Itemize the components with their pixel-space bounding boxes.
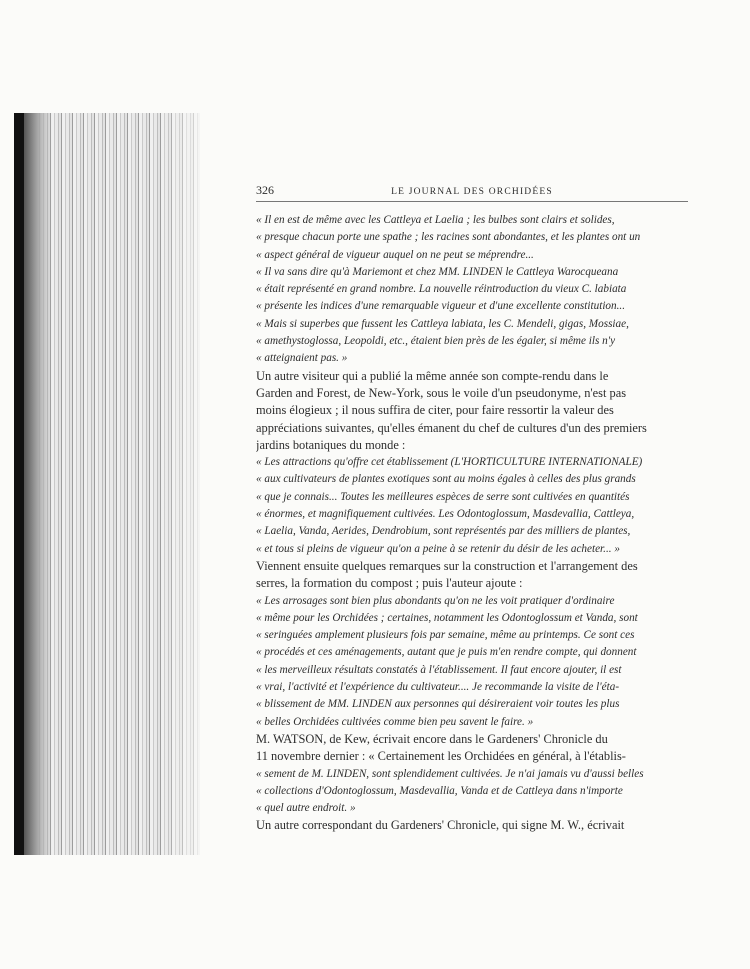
binding-gradient bbox=[24, 113, 52, 855]
text-line: « sement de M. LINDEN, sont splendidement cultivées. Je n'ai jamais vu d'aussi belles bbox=[256, 767, 644, 780]
text-line: « présente les indices d'une remarquable vigueur et d'une excellente constitution... bbox=[256, 300, 626, 313]
binding-shadow-edge bbox=[14, 113, 24, 855]
text-line: « quel autre endroit. » bbox=[256, 802, 356, 815]
text-line: M. WATSON, de Kew, écrivait encore dans le Gardeners' Chronicle du bbox=[256, 731, 608, 746]
text-line: « atteignaient pas. » bbox=[256, 352, 348, 365]
page-header bbox=[256, 183, 688, 202]
text-line: « même pour les Orchidées ; certaines, notamment les Odontoglossum et Vanda, sont bbox=[256, 611, 638, 624]
text-line: « Il va sans dire qu'à Mariemont et chez MM. LINDEN le Cattleya Warocqueana bbox=[256, 265, 619, 278]
text-line: jardins botaniques du monde : bbox=[256, 437, 406, 452]
text-line: « presque chacun porte une spathe ; les racines sont abondantes, et les plantes ont un bbox=[256, 231, 641, 244]
text-line: appréciations suivantes, qu'elles émanent du chef de cultures d'un des premiers bbox=[256, 420, 647, 435]
book-page bbox=[256, 183, 688, 835]
running-title: LE JOURNAL DES ORCHIDÉES bbox=[391, 187, 553, 197]
text-line: « aux cultivateurs de plantes exotiques sont au moins égales à celles des plus grands bbox=[256, 473, 636, 486]
page-number: 326 bbox=[256, 183, 274, 197]
text-line: « Les arrosages sont bien plus abondants qu'on ne les voit pratiquer d'ordinaire bbox=[256, 594, 615, 607]
text-line: 11 novembre dernier : « Certainement les Orchidées en général, à l'établis- bbox=[256, 749, 626, 764]
text-line: « énormes, et magnifiquement cultivées. Les Odontoglossum, Masdevallia, Cattleya, bbox=[256, 508, 635, 521]
text-line: serres, la formation du compost ; puis l'auteur ajoute : bbox=[256, 576, 523, 591]
binding-fade bbox=[160, 113, 220, 855]
text-line: « et tous si pleins de vigueur qu'on a peine à se retenir du désir de les acheter... » bbox=[256, 542, 620, 555]
text-line: moins élogieux ; il nous suffira de citer, pour faire ressortir la valeur des bbox=[256, 403, 614, 418]
text-line: « collections d'Odontoglossum, Masdevallia, Vanda et de Cattleya dans n'importe bbox=[256, 784, 623, 797]
text-line: Un autre correspondant du Gardeners' Chronicle, qui signe M. W., écrivait bbox=[256, 818, 625, 833]
text-line: Garden and Forest, de New-York, sous le voile d'un pseudonyme, n'est pas bbox=[256, 385, 627, 400]
text-line: « vrai, l'activité et l'expérience du cultivateur.... Je recommande la visite de l'éta- bbox=[256, 681, 620, 694]
text-line: « aspect général de vigueur auquel on ne peut se méprendre... bbox=[256, 248, 534, 261]
text-line: « amethystoglossa, Leopoldi, etc., étaient bien près de les égaler, si même ils n'y bbox=[256, 335, 616, 348]
text-line: « Laelia, Vanda, Aerides, Dendrobium, sont représentés par des milliers de plantes, bbox=[256, 525, 631, 538]
text-line: « les merveilleux résultats constatés à l'établissement. Il faut encore ajouter, il est bbox=[256, 663, 622, 676]
text-line: Un autre visiteur qui a publié la même année son compte-rendu dans le bbox=[256, 368, 609, 383]
body-text bbox=[256, 212, 688, 835]
text-line: « que je connais... Toutes les meilleures espèces de serre sont cultivées en quantités bbox=[256, 490, 630, 503]
text-line: « était représenté en grand nombre. La nouvelle réintroduction du vieux C. labiata bbox=[256, 283, 627, 296]
text-line: « belles Orchidées cultivées comme bien peu savent le faire. » bbox=[256, 715, 534, 728]
text-line: « blissement de MM. LINDEN aux personnes qui désireraient voir toutes les plus bbox=[256, 698, 620, 711]
text-line: « Mais si superbes que fussent les Cattleya labiata, les C. Mendeli, gigas, Mossiae, bbox=[256, 317, 629, 330]
text-line: Viennent ensuite quelques remarques sur la construction et l'arrangement des bbox=[256, 558, 638, 573]
text-line: « Il en est de même avec les Cattleya et Laelia ; les bulbes sont clairs et solides, bbox=[256, 214, 615, 226]
text-line: « procédés et ces aménagements, autant que je puis m'en rendre compte, qui donnent bbox=[256, 646, 637, 659]
text-line: « Les attractions qu'offre cet établissement (L'HORTICULTURE INTERNATIONALE) bbox=[256, 456, 643, 469]
text-line: « seringuées amplement plusieurs fois par semaine, même au printemps. Ce sont ces bbox=[256, 629, 635, 642]
